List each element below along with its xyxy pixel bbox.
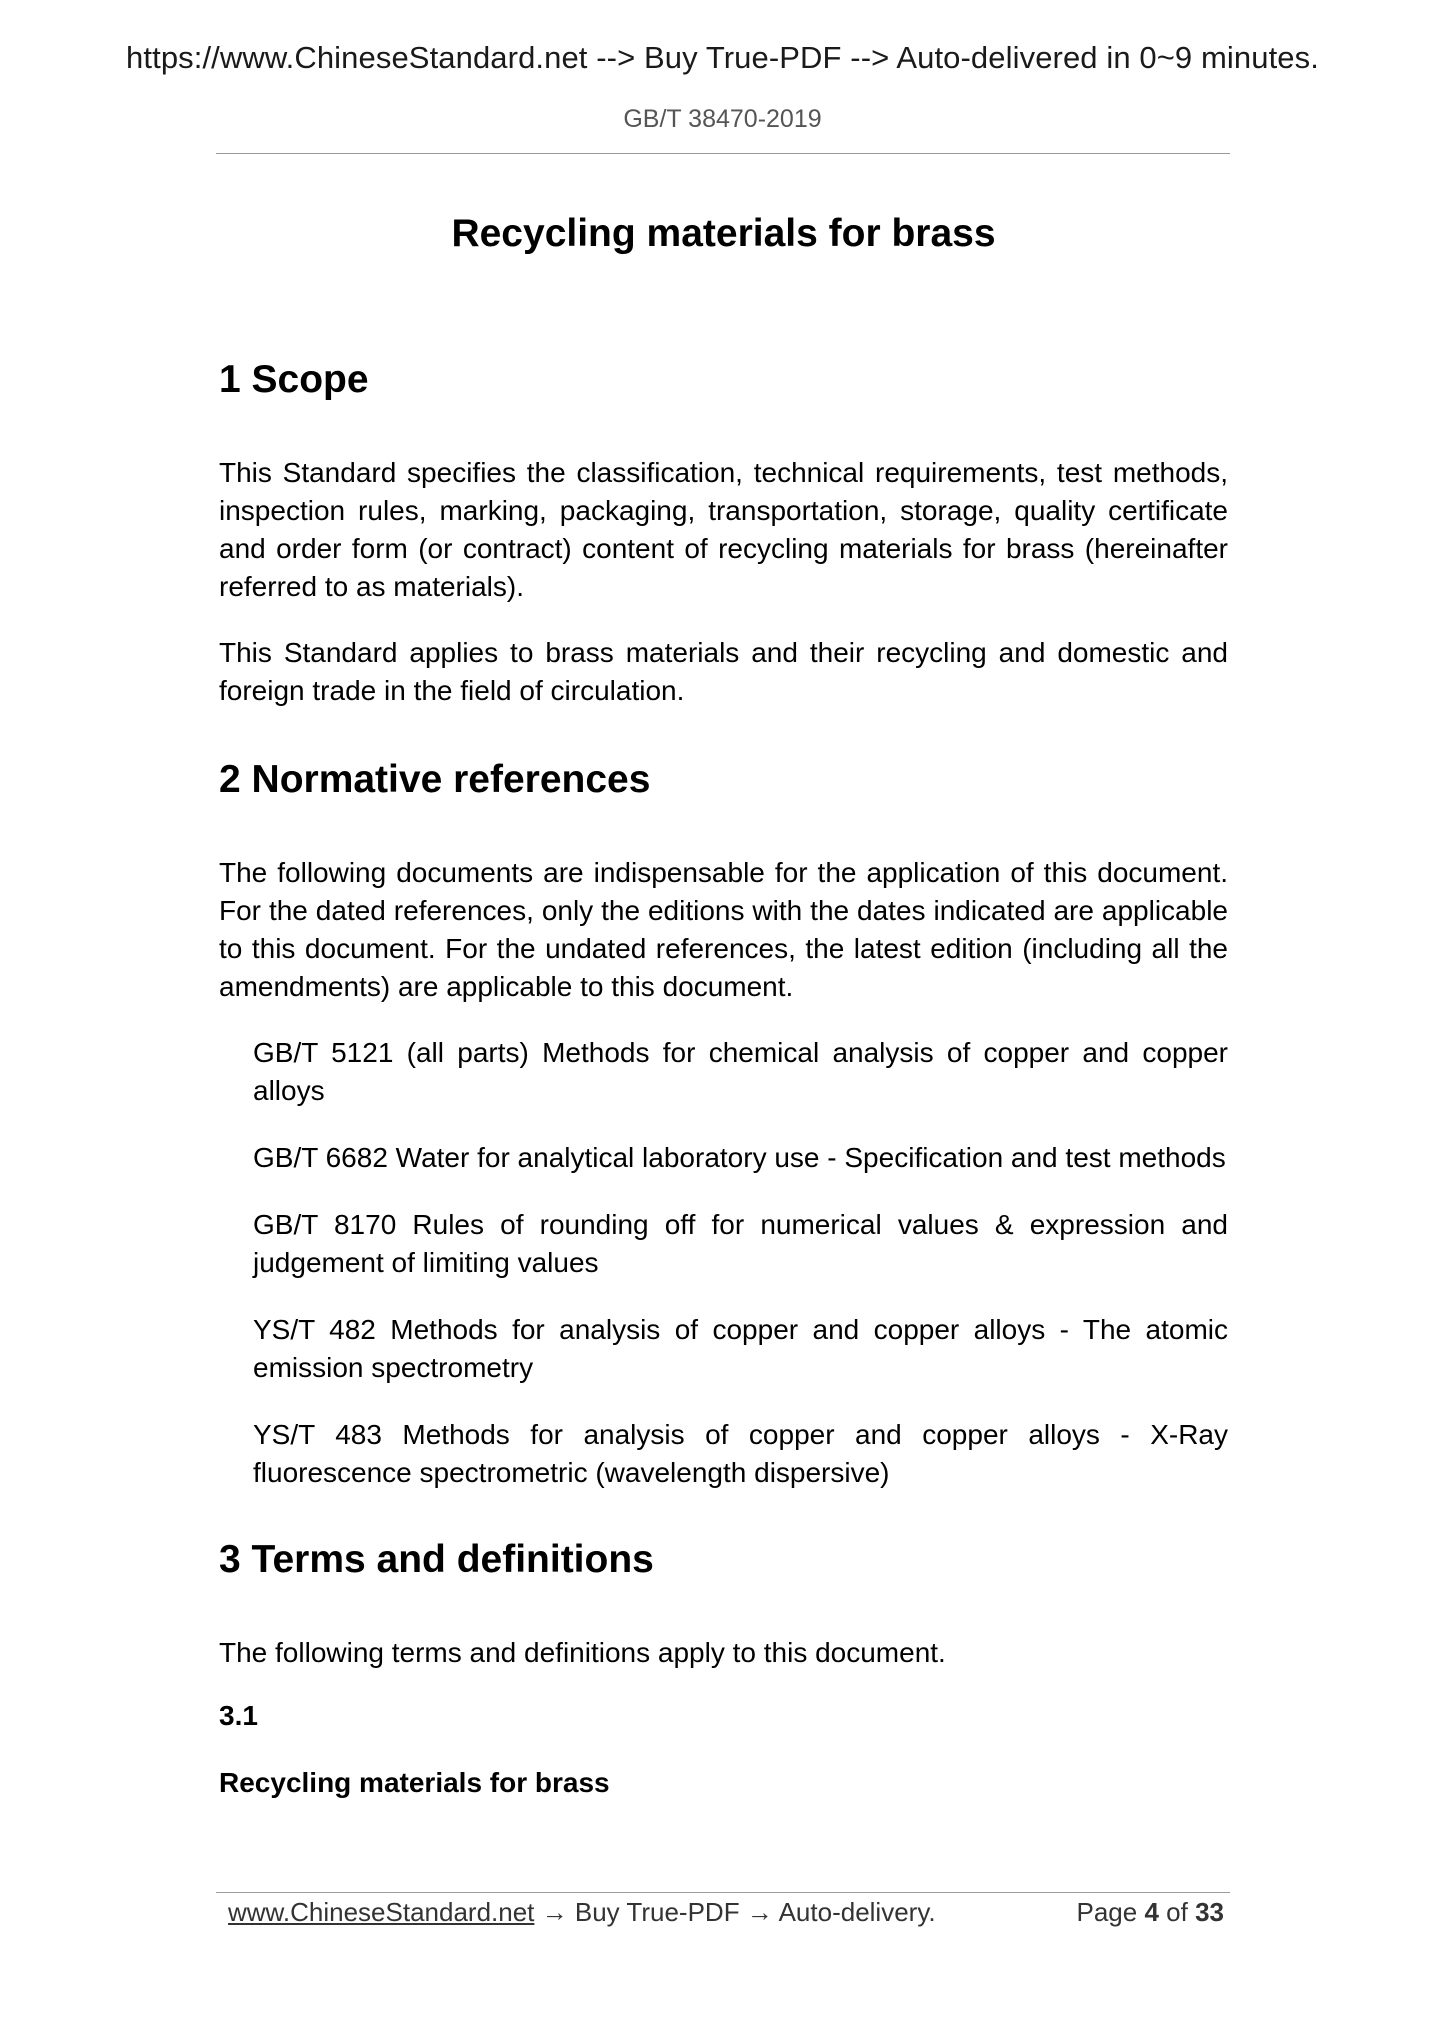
- term-name: Recycling materials for brass: [219, 1767, 610, 1798]
- document-title: Recycling materials for brass: [451, 212, 996, 255]
- term-number: 3.1: [219, 1700, 258, 1731]
- page-content: [219, 212, 1228, 1799]
- reference-item: GB/T 8170 Rules of rounding off for numerical values & expression and judgement of limiting values: [253, 1209, 1228, 1278]
- reference-item: GB/T 6682 Water for analytical laboratory use - Specification and test methods: [253, 1142, 1226, 1173]
- footer-tagline: → Buy True-PDF → Auto-delivery.: [541, 1897, 936, 1927]
- scope-paragraph: This Standard specifies the classification, technical requirements, test methods, inspection rules, marking, packaging, transportation, storage, quality certificate and order form (or contract) content of recycling materials for brass (hereinafter referred to as materials).: [219, 457, 1228, 602]
- site-link[interactable]: www.ChineseStandard.net: [228, 1897, 535, 1927]
- page-label: Page: [1076, 1897, 1138, 1927]
- reference-item: YS/T 483 Methods for analysis of copper and copper alloys - X-Ray fluorescence spectrometric (wavelength dispersive): [253, 1419, 1228, 1488]
- section-heading-terms-definitions: 3 Terms and definitions: [219, 1538, 654, 1581]
- top-banner: https://www.ChineseStandard.net --> Buy True-PDF --> Auto-delivered in 0~9 minutes.: [126, 40, 1319, 75]
- section-heading-scope: 1 Scope: [219, 358, 369, 401]
- footer-divider: [216, 1892, 1230, 1893]
- of-label: of: [1166, 1897, 1188, 1927]
- page-indicator: [1076, 1894, 1224, 1930]
- current-page-number: 4: [1144, 1897, 1159, 1927]
- scope-paragraph: This Standard applies to brass materials and their recycling and domestic and foreign trade in the field of circulation.: [219, 637, 1228, 706]
- terms-intro: The following terms and definitions apply to this document.: [219, 1637, 946, 1668]
- normative-references-intro: The following documents are indispensable for the application of this document. For the dated references, only the editions with the dates indicated are applicable to this document. For the undated references, the latest edition (including all the amendments) are applicable to this document.: [219, 857, 1228, 1002]
- reference-item: YS/T 482 Methods for analysis of copper and copper alloys - The atomic emission spectrometry: [253, 1314, 1228, 1383]
- page-footer: [228, 1894, 1228, 1930]
- header-divider: [216, 153, 1230, 154]
- total-pages: 33: [1195, 1897, 1224, 1927]
- reference-item: GB/T 5121 (all parts) Methods for chemical analysis of copper and copper alloys: [253, 1037, 1228, 1106]
- section-heading-normative-references: 2 Normative references: [219, 758, 651, 801]
- document-code: GB/T 38470-2019: [623, 105, 822, 133]
